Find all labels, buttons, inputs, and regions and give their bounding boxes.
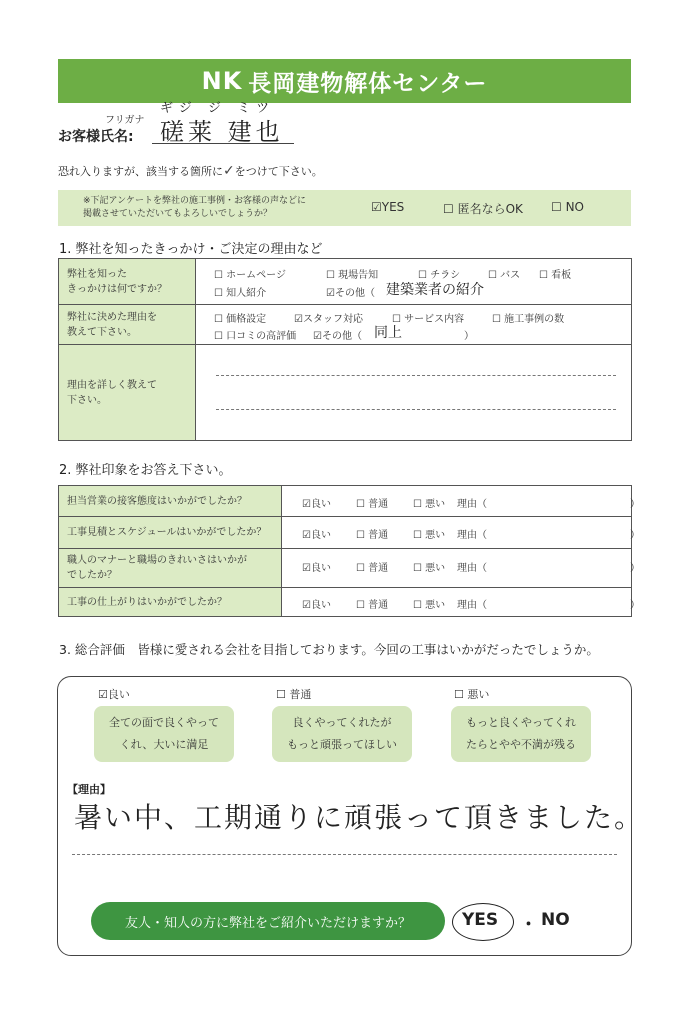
detail-reason-label: 理由を詳しく教えて 下さい。: [59, 345, 196, 441]
section2-title: 2. 弊社印象をお答え下さい。: [59, 463, 232, 478]
referral-question: 友人・知人の方に弊社をご紹介いただけますか？: [91, 902, 445, 940]
detail-reason-area[interactable]: [196, 345, 632, 441]
question-finish: 工事の仕上がりはいかがでしたか？: [59, 588, 282, 617]
consent-no[interactable]: ☐ NO: [551, 200, 584, 214]
overall-reason-text: 暑い中、工期通りに頑張って頂きました。: [74, 801, 645, 834]
rating-row-2: ☑良い ☐ 普通 ☐ 悪い 理由（ ）: [282, 517, 632, 549]
section2-table: [58, 485, 640, 617]
section1-table: [58, 258, 632, 441]
bad-description: もっと良くやってくれ たらとやや不満が残る: [451, 706, 591, 762]
question-estimate: 工事見積とスケジュールはいかがでしたか？: [59, 517, 282, 549]
company-logo: NK: [201, 67, 243, 95]
referral-separator: ・: [520, 915, 537, 935]
decision-reason-label: 弊社に決めた理由を 教えて下さい。: [59, 305, 196, 345]
referral-yes[interactable]: YES: [462, 910, 499, 930]
option-staff[interactable]: ☑スタッフ対応: [294, 314, 363, 325]
rating-row-4: ☑良い ☐ 普通 ☐ 悪い 理由（ ）: [282, 588, 632, 617]
consent-box: [58, 190, 631, 226]
option-other[interactable]: ☑その他（: [326, 288, 375, 299]
option-bus[interactable]: ☐ バス: [488, 270, 521, 281]
overall-good[interactable]: ☑良い: [98, 688, 130, 701]
reason-underline: [72, 854, 617, 855]
name-underline: [152, 143, 294, 144]
option-signboard[interactable]: ☐ 看板: [539, 270, 572, 281]
instruction: 恐れ入りますが、該当する箇所に✓をつけて下さい。: [58, 163, 323, 179]
other-answer2: 同上: [374, 325, 402, 341]
close-paren: ）: [464, 331, 474, 342]
question-sales: 担当営業の接客態度はいかがでしたか？: [59, 486, 282, 517]
section3-title: 3. 総合評価 皆様に愛される会社を目指しております。今回の工事はいかがだったでしょうか。: [59, 642, 599, 657]
header-banner: [58, 59, 631, 103]
option-reviews[interactable]: ☐ 口コミの高評価: [214, 331, 297, 342]
consent-line1: ※下記アンケートを弊社の施工事例・お客様の声などに: [83, 196, 307, 206]
overall-average[interactable]: ☐ 普通: [276, 688, 312, 701]
question-manners: 職人のマナーと職場のきれいさはいかが でしたか？: [59, 549, 282, 588]
option-site-notice[interactable]: ☐ 現場告知: [326, 270, 379, 281]
furigana-label: フリガナ: [105, 115, 145, 126]
section1-title: 1. 弊社を知ったきっかけ・ご決定の理由など: [59, 242, 323, 257]
decision-reason-options: [196, 305, 632, 345]
option-price[interactable]: ☐ 価格設定: [214, 314, 267, 325]
reason-label: 【理由】: [67, 783, 111, 796]
overall-bad[interactable]: ☐ 悪い: [454, 688, 490, 701]
option-flyer[interactable]: ☐ チラシ: [418, 270, 461, 281]
how-found-label: 弊社を知った きっかけは何ですか？: [59, 259, 196, 305]
option-homepage[interactable]: ☐ ホームページ: [214, 270, 286, 281]
consent-yes[interactable]: ☑YES: [371, 200, 405, 214]
good-description: 全ての面で良くやって くれ、大いに満足: [94, 706, 234, 762]
company-name: 長岡建物解体センター: [248, 70, 488, 97]
option-case-count[interactable]: ☐ 施工事例の数: [492, 314, 565, 325]
how-found-options: [196, 259, 632, 305]
check-icon: ✓: [223, 163, 235, 179]
rating-row-3: ☑良い ☐ 普通 ☐ 悪い 理由（ ）: [282, 549, 632, 588]
customer-name: 磋莱 建也: [160, 118, 284, 146]
furigana-value: ギジ ジ ミツ: [160, 101, 276, 116]
rating-row-1: ☑良い ☐ 普通 ☐ 悪い 理由（ ）: [282, 486, 632, 517]
average-description: 良くやってくれたが もっと頑張ってほしい: [272, 706, 412, 762]
consent-anonymous[interactable]: ☐ 匿名ならOK: [443, 202, 523, 216]
option-service[interactable]: ☐ サービス内容: [392, 314, 465, 325]
other-answer: 建築業者の紹介: [386, 282, 484, 298]
name-label: お客様氏名:: [58, 129, 134, 145]
consent-line2: 掲載させていただいてもよろしいでしょうか？: [83, 209, 273, 219]
referral-no[interactable]: NO: [541, 910, 570, 930]
option-referral[interactable]: ☐ 知人紹介: [214, 288, 267, 299]
option-other2[interactable]: ☑その他（: [313, 331, 362, 342]
